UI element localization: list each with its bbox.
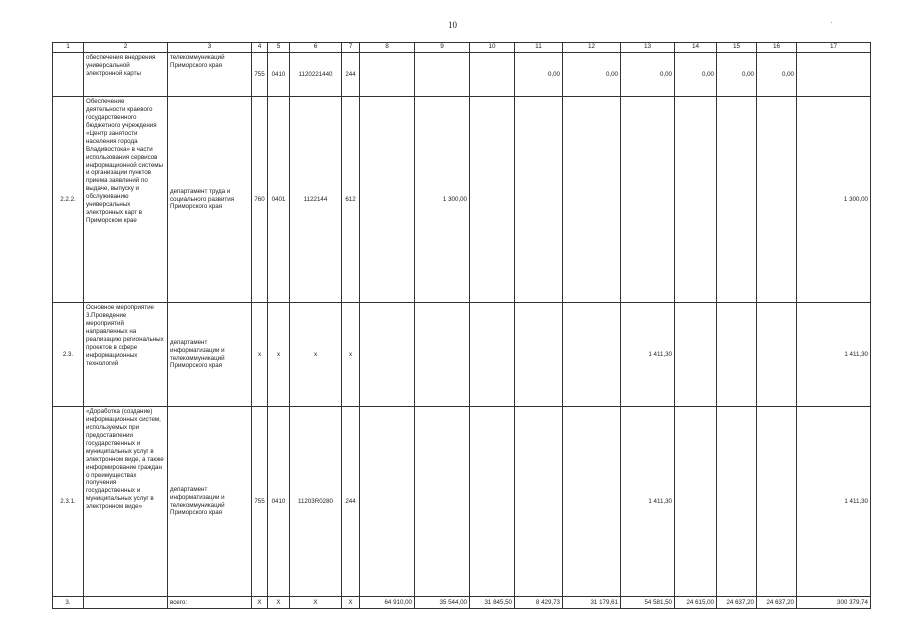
cell-org: департамент информатизации и телекоммуникаций Приморского края (168, 407, 252, 597)
cell-c4: x (252, 303, 268, 407)
header-cell: 2 (84, 43, 168, 53)
cell-c7: X (342, 597, 360, 609)
page-number: 10 (448, 20, 457, 30)
cell-c13: 1 411,30 (621, 303, 675, 407)
cell-c15 (717, 407, 757, 597)
cell-c11 (515, 407, 563, 597)
header-cell: 15 (717, 43, 757, 53)
cell-c5: 0401 (268, 97, 290, 303)
cell-org: департамент труда и социального развития Приморского края (168, 97, 252, 303)
cell-org: департамент информатизации и телекоммуникаций Приморского края (168, 303, 252, 407)
cell-num: 2.3.1. (53, 407, 84, 597)
cell-c13: 0,00 (621, 53, 675, 97)
cell-c12 (563, 303, 621, 407)
cell-c15: 24 637,20 (717, 597, 757, 609)
cell-c9 (415, 53, 470, 97)
table-row (53, 303, 871, 407)
cell-c16 (757, 407, 797, 597)
cell-org: телекоммуникаций Приморского края (168, 53, 252, 97)
cell-c13 (621, 97, 675, 303)
cell-c15 (717, 303, 757, 407)
header-row (53, 43, 871, 53)
cell-c5: 0410 (268, 53, 290, 97)
cell-c7: 612 (342, 97, 360, 303)
header-cell: 8 (360, 43, 415, 53)
cell-c14: 24 615,00 (675, 597, 717, 609)
cell-c16: 0,00 (757, 53, 797, 97)
cell-c13: 1 411,30 (621, 407, 675, 597)
cell-c12 (563, 97, 621, 303)
header-cell: 11 (515, 43, 563, 53)
cell-c17: 300 379,74 (797, 597, 871, 609)
header-cell: 3 (168, 43, 252, 53)
cell-c7: 244 (342, 53, 360, 97)
header-cell: 5 (268, 43, 290, 53)
header-cell: 13 (621, 43, 675, 53)
cell-c6: 11203R0280 (290, 407, 342, 597)
cell-c4: 760 (252, 97, 268, 303)
cell-c16: 24 637,20 (757, 597, 797, 609)
cell-c14 (675, 407, 717, 597)
cell-c4: 755 (252, 53, 268, 97)
cell-c14: 0,00 (675, 53, 717, 97)
cell-c4: X (252, 597, 268, 609)
header-cell: 9 (415, 43, 470, 53)
cell-c17: 1 411,30 (797, 303, 871, 407)
cell-c17: 1 411,30 (797, 407, 871, 597)
cell-num: 3. (53, 597, 84, 609)
cell-c5: x (268, 303, 290, 407)
cell-c4: 755 (252, 407, 268, 597)
cell-name: «Доработка (создание) информационных систем, используемых при предоставлении государственных и муниципальных услуг в электронном виде, а также информирование граждан о преимуществах получения государственных и муниципальных услуг в электронном виде» (84, 407, 168, 597)
cell-c10 (470, 53, 515, 97)
cell-c10 (470, 407, 515, 597)
cell-c6: 1120221440 (290, 53, 342, 97)
header-cell: 14 (675, 43, 717, 53)
cell-c10 (470, 97, 515, 303)
header-cell: 4 (252, 43, 268, 53)
scan-mark: · (830, 18, 833, 27)
cell-name (84, 597, 168, 609)
table-row (53, 597, 871, 609)
cell-num: 2.3. (53, 303, 84, 407)
cell-c10: 31 845,50 (470, 597, 515, 609)
budget-table (52, 42, 871, 609)
cell-c8 (360, 407, 415, 597)
cell-c6: X (290, 597, 342, 609)
header-cell: 6 (290, 43, 342, 53)
header-cell: 16 (757, 43, 797, 53)
cell-c12: 0,00 (563, 53, 621, 97)
cell-c11 (515, 97, 563, 303)
cell-c15: 0,00 (717, 53, 757, 97)
cell-c9: 1 300,00 (415, 97, 470, 303)
cell-c16 (757, 303, 797, 407)
cell-c6: 1122144 (290, 97, 342, 303)
cell-c5: 0410 (268, 407, 290, 597)
cell-c11 (515, 303, 563, 407)
cell-name: обеспечения внедрения универсальной электронной карты (84, 53, 168, 97)
header-cell: 7 (342, 43, 360, 53)
cell-c9 (415, 303, 470, 407)
cell-c8 (360, 303, 415, 407)
table-row (53, 97, 871, 303)
cell-c11: 8 429,73 (515, 597, 563, 609)
cell-c5: X (268, 597, 290, 609)
table-row (53, 53, 871, 97)
cell-c6: x (290, 303, 342, 407)
header-cell: 17 (797, 43, 871, 53)
cell-c14 (675, 97, 717, 303)
header-cell: 10 (470, 43, 515, 53)
cell-c9: 35 544,00 (415, 597, 470, 609)
cell-c10 (470, 303, 515, 407)
cell-c13: 54 581,50 (621, 597, 675, 609)
cell-c11: 0,00 (515, 53, 563, 97)
cell-num: 2.2.2. (53, 97, 84, 303)
cell-c12: 31 179,61 (563, 597, 621, 609)
table-row (53, 407, 871, 597)
cell-c17 (797, 53, 871, 97)
cell-c17: 1 300,00 (797, 97, 871, 303)
cell-c15 (717, 97, 757, 303)
cell-name: Основное мероприятие 3.Проведение мероприятий направленных на реализацию региональных проектов в сфере информационных технологий (84, 303, 168, 407)
cell-c16 (757, 97, 797, 303)
cell-name: Обеспечение деятельности краевого государственного бюджетного учреждения «Центр занятости населения города Владивостока» в части использования сервисов информационной системы и организации пунктов приема заявлений по выдаче, выпуску и обслуживанию универсальных электронных карт в Приморском крае (84, 97, 168, 303)
header-cell: 12 (563, 43, 621, 53)
cell-c8: 64 910,00 (360, 597, 415, 609)
cell-c8 (360, 97, 415, 303)
cell-num (53, 53, 84, 97)
header-cell: 1 (53, 43, 84, 53)
cell-c9 (415, 407, 470, 597)
cell-org: всего: (168, 597, 252, 609)
cell-c14 (675, 303, 717, 407)
cell-c12 (563, 407, 621, 597)
cell-c7: x (342, 303, 360, 407)
cell-c7: 244 (342, 407, 360, 597)
cell-c8 (360, 53, 415, 97)
